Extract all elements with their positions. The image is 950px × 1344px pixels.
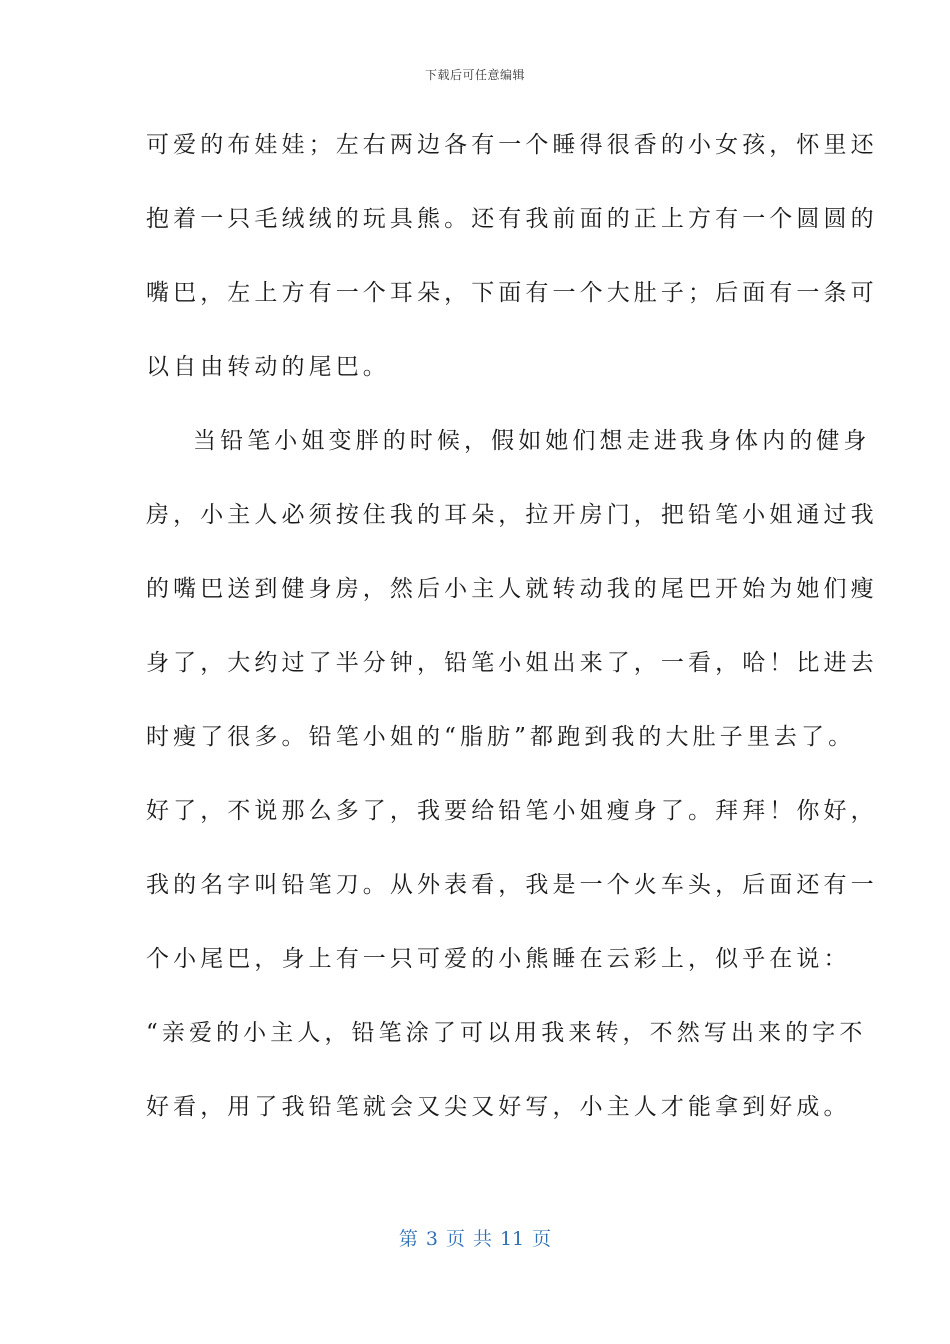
footer-prefix: 第: [398, 1228, 418, 1250]
footer-suffix: 页: [532, 1228, 552, 1250]
text-line: 房，小主人必须按住我的耳朵，拉开房门，把铅笔小姐通过我: [146, 502, 878, 528]
page-number-footer: [0, 1224, 950, 1251]
text-line: 抱着一只毛绒绒的玩具熊。还有我前面的正上方有一个圆圆的: [146, 206, 878, 232]
current-page-number: 3: [425, 1228, 438, 1250]
document-body: [146, 108, 878, 1144]
total-page-count: 11: [499, 1228, 525, 1250]
footer-total-prefix: 共: [472, 1228, 492, 1250]
header-note: 下载后可任意编辑: [424, 68, 525, 82]
text-line: 身了，大约过了半分钟，铅笔小姐出来了，一看，哈！比进去: [146, 650, 878, 676]
text-line: “亲爱的小主人，铅笔涂了可以用我来转，不然写出来的字不: [146, 1020, 867, 1046]
footer-mid: 页: [445, 1228, 465, 1250]
text-line: 嘴巴，左上方有一个耳朵，下面有一个大肚子；后面有一条可: [146, 280, 878, 306]
text-line: 我的名字叫铅笔刀。从外表看，我是一个火车头，后面还有一: [146, 872, 878, 898]
text-line: 以自由转动的尾巴。: [146, 354, 390, 380]
text-line: 好看，用了我铅笔就会又尖又好写，小主人才能拿到好成。: [146, 1094, 851, 1120]
text-line: 可爱的布娃娃；左右两边各有一个睡得很香的小女孩，怀里还: [146, 132, 878, 158]
text-line: 个小尾巴，身上有一只可爱的小熊睡在云彩上，似乎在说：: [146, 946, 851, 972]
text-line: 好了，不说那么多了，我要给铅笔小姐瘦身了。拜拜！你好，: [146, 798, 878, 824]
text-line: 的嘴巴送到健身房，然后小主人就转动我的尾巴开始为她们瘦: [146, 576, 878, 602]
paragraph-start-line: 当铅笔小姐变胖的时候，假如她们想走进我身体内的健身: [193, 428, 871, 454]
text-line: 时瘦了很多。铅笔小姐的“脂肪”都跑到我的大肚子里去了。: [146, 724, 856, 750]
